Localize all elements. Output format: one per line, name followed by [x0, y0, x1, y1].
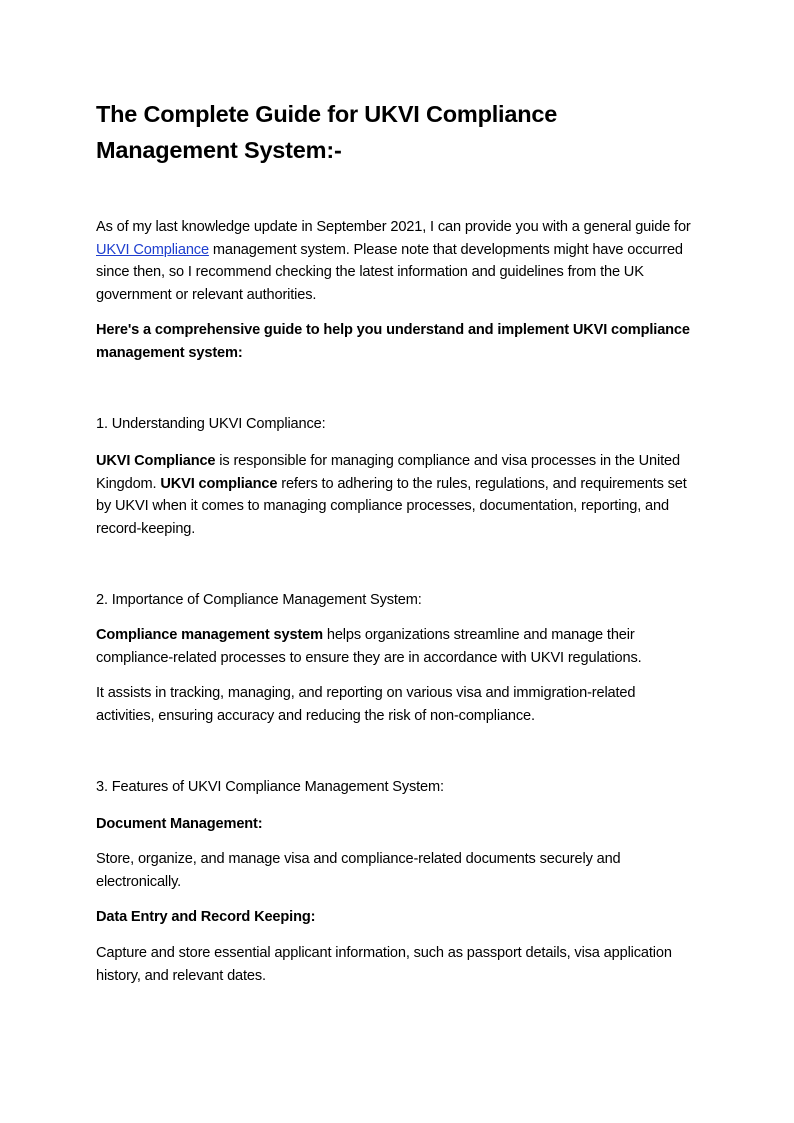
feature1-text: Store, organize, and manage visa and compliance-related documents securely and electronically.	[96, 851, 621, 890]
document-title: The Complete Guide for UKVI Compliance Management System:-	[96, 101, 558, 163]
feature2-title: Data Entry and Record Keeping:	[96, 909, 316, 925]
intro-text-after-link: management system. Please note that developments might have occurred since then, so I recommend checking the latest information and guidelines from the UK government or relevant authorities.	[96, 241, 683, 303]
section2-bold-term: Compliance management system	[96, 627, 323, 643]
ukvi-compliance-link[interactable]: UKVI Compliance	[96, 241, 209, 258]
section1-bold-term-2: UKVI compliance	[160, 475, 278, 492]
section2-paragraph-1	[96, 624, 696, 669]
lead-bold-paragraph: Here's a comprehensive guide to help you understand and implement UKVI compliance management system:	[96, 322, 690, 361]
section2-heading: 2. Importance of Compliance Management System:	[96, 592, 422, 608]
section1-text-2: refers to adhering to the rules, regulations, and requirements set by UKVI when it comes to managing compliance processes, documentation, reporting, and record-keeping.	[96, 475, 687, 537]
section1-paragraph	[96, 450, 696, 540]
section1-bold-term-1: UKVI Compliance	[96, 453, 216, 469]
section2-text-1: helps organizations streamline and manage their compliance-related processes to ensure they are in accordance with UKVI regulations.	[96, 627, 642, 666]
intro-paragraph	[96, 216, 696, 306]
intro-text-before-link: As of my last knowledge update in September 2021, I can provide you with a general guide for	[96, 219, 691, 235]
section3-heading: 3. Features of UKVI Compliance Management System:	[96, 779, 444, 795]
feature2-text: Capture and store essential applicant information, such as passport details, visa application history, and relevant dates.	[96, 945, 672, 984]
section2-paragraph-2: It assists in tracking, managing, and reporting on various visa and immigration-related activities, ensuring accuracy and reducing the risk of non-compliance.	[96, 685, 636, 724]
section1-heading: 1. Understanding UKVI Compliance:	[96, 416, 326, 432]
feature1-title: Document Management:	[96, 816, 263, 832]
section1-text-1: is responsible for managing compliance and visa processes in the United Kingdom.	[96, 453, 680, 492]
